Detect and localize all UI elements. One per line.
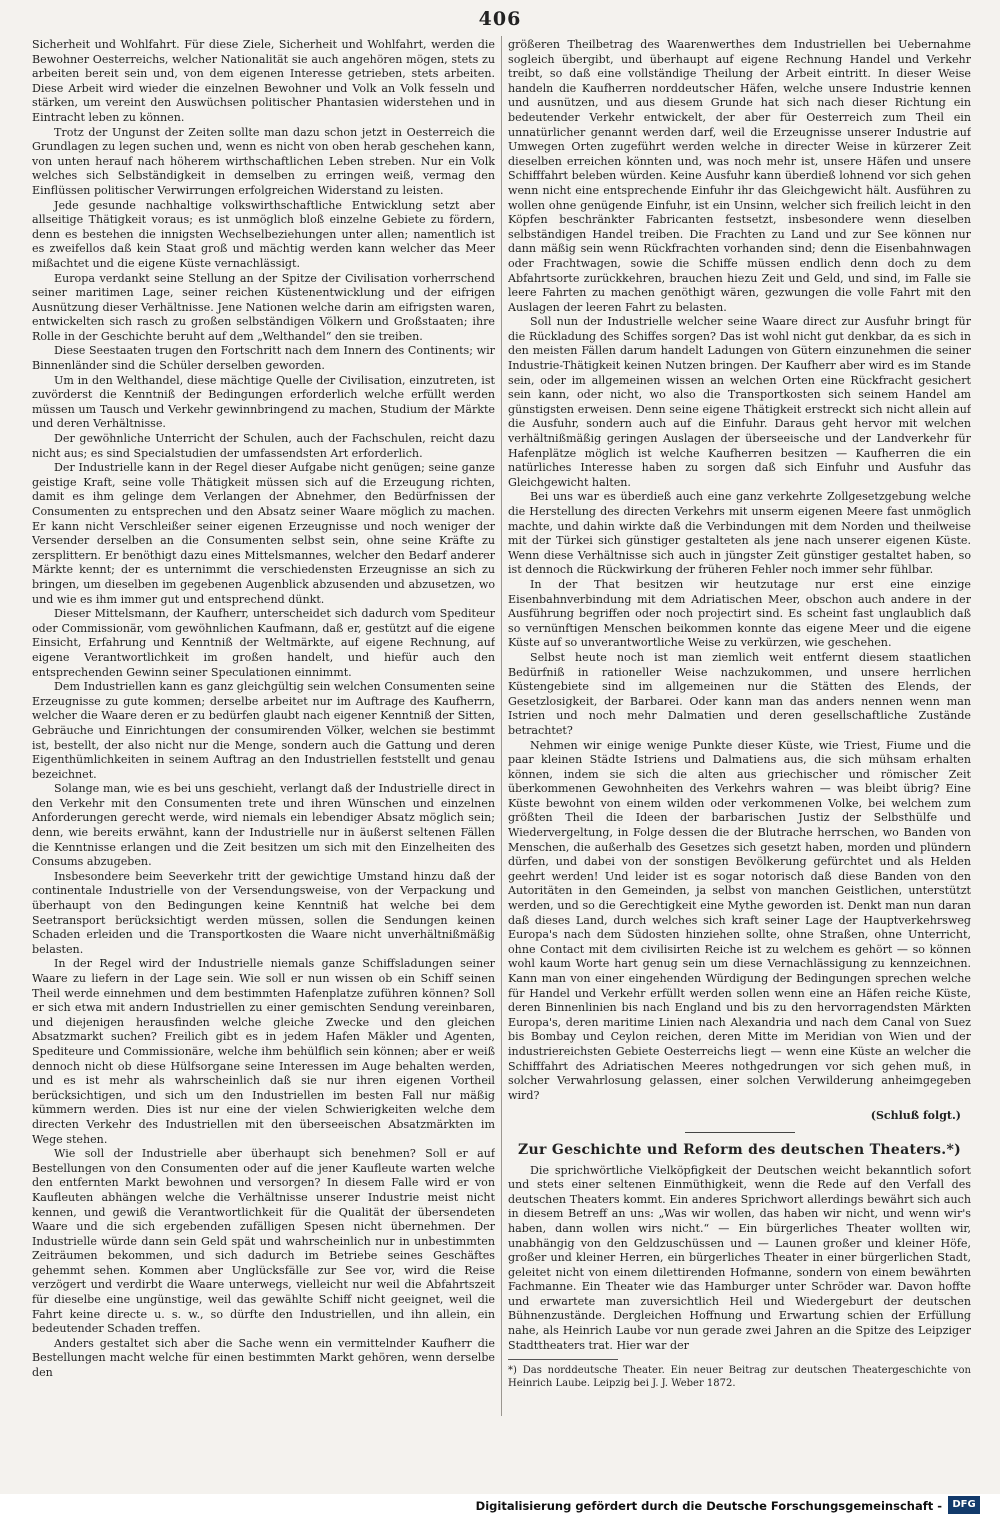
- column-divider: [501, 36, 502, 1416]
- section-divider: [685, 1132, 795, 1133]
- paragraph: Um in den Welthandel, diese mächtige Quelle der Civilisation, einzutreten, ist zuvörderst die Kenntniß der Bedingungen erforderlich welche erfüllt werden müssen um Tausch und Verkehr gewinnbringend zu machen, Studium der Märkte und deren Verhältnisse.: [32, 373, 495, 431]
- paragraph: Insbesondere beim Seeverkehr tritt der gewichtige Umstand hinzu daß der continentale Industrielle von der Versendungsweise, von der Verpackung und überhaupt von den Bedingungen keine Kenntniß hat welche bei dem Seetransport berücksichtigt werden müssen, sollen die Sendungen keinen Schaden erleiden und die Transportkosten die Waare nicht unverhältnißmäßig belasten.: [32, 869, 495, 956]
- paragraph: Solange man, wie es bei uns geschieht, verlangt daß der Industrielle direct in den Verkehr mit den Consumenten trete und ihren Wünschen und einzelnen Anforderungen gerecht werde, wird niemals ein lebendiger Absatz möglich sein; denn, wie bereits erwähnt, kann der Industrielle nur in äußerst seltenen Fällen die Kenntnisse erlangen und die Zeit besitzen um sich mit den Einzelheiten des Consums abzugeben.: [32, 782, 495, 869]
- paragraph: größeren Theilbetrag des Waarenwerthes dem Industriellen bei Uebernahme sogleich übergibt, und überhaupt auf eigene Rechnung Handel und Verkehr treibt, so daß eine vollständige Theilung der Arbeit eintritt. In dieser Weise handeln die Kaufherren norddeutscher Häfen, welche unsere Industrie kennen und ausnützen, und aus diesem Grunde hat sich nach dieser Richtung ein bedeutender Verkehr entwickelt, der aber für Oesterreich zum Theil ein unnatürlicher genannt werden darf, weil die Erzeugnisse unserer Industrie auf Umwegen Orten zugeführt werden welche in directer Weise in kürzerer Zeit dieselben erreichen könnten und, was noch mehr ist, unsere Häfen und unsere Schifffahrt beleben würden. Keine Ausfuhr kann überdieß lohnend vor sich gehen wenn nicht eine entsprechende Einfuhr ihr das Gleichgewicht hält. Ausführen zu wollen ohne genügende Einfuhr, ist ein Unsinn, welcher sich freilich leicht in den Köpfen beschränkter Fabricanten festsetzt, insbesondere wenn dieselben selbständigen Handel treiben. Die Frachten zu Land und zur See können nur dann mäßig sein wenn Rückfrachten vorhanden sind; denn die Eisenbahnwagen oder Frachtwagen, sowie die Schiffe müssen endlich denn doch zu dem Abfahrtsorte zurückkehren, brauchen hiezu Zeit und Geld, und sind, im Falle sie leere Fahrten zu machen genöthigt wären, gezwungen die volle Fahrt mit den Auslagen der leeren Fahrt zu belasten.: [508, 38, 971, 314]
- paragraph: Soll nun der Industrielle welcher seine Waare direct zur Ausfuhr bringt für die Rückladung des Schiffes sorgen? Das ist wohl nicht gut denkbar, da es sich in den meisten Fällen darum handelt Ladungen von Gütern einzunehmen die seiner Industrie-Thätigkeit keinen Nutzen bringen. Der Kaufherr aber wird es im Stande sein, oder im allgemeinen wissen an welchen Orten eine Rückfracht gesichert sein kann, oder nicht, wo also die Transportkosten sich seinem Handel am günstigsten erweisen. Denn seine eigene Thätigkeit erstreckt sich nicht allein auf die Ausfuhr, sondern auch auf die Einfuhr. Daraus geht hervor mit welchen verhältnißmäßig geringen Auslagen der überseeische und der Landverkehr für Hafenplätze möglich ist welche Kaufherren besitzen — Kaufherren die ein natürliches Interesse haben zu sorgen daß sich Einfuhr und Ausfuhr das Gleichgewicht halten.: [508, 315, 971, 489]
- article-paragraph: Die sprichwörtliche Vielköpfigkeit der Deutschen weicht bekanntlich sofort und stets einer seltenen Einmüthigkeit, wenn die Rede auf den Verfall des deutschen Theaters kommt. Ein anderes Sprichwort allerdings bewährt sich auch in diesem Betreff an uns: „Was wir wollen, das haben wir nicht, und wenn wir's haben, dann wollen wirs nicht.“ — Ein bürgerliches Theater wollten wir, unabhängig von den Geldzuschüssen und — Launen großer und kleiner Höfe, großer und kleiner Herren, ein bürgerliches Theater in einer bürgerlichen Stadt, geleitet nicht von einem dilettirenden Hofmanne, sondern von einem bewährten Fachmanne. Ein Theater wie das Hamburger unter Schröder war. Davon hoffte und erwartete man zuversichtlich Heil und Wiedergeburt der deutschen Bühnenzustände. Dergleichen Hoffnung und Erwartung schien der Erfüllung nahe, als Heinrich Laube vor nun gerade zwei Jahren an die Spitze des Leipziger Stadttheaters trat. Hier war der: [508, 1163, 971, 1352]
- paragraph: Europa verdankt seine Stellung an der Spitze der Civilisation vorherrschend seiner maritimen Lage, seiner reichen Küstenentwicklung und der eifrigen Ausnützung dieser Verhältnisse. Jene Nationen welche darin am eifrigsten waren, entwickelten sich rasch zu großen selbständigen Völkern und Großstaaten; ihre Rolle in der Geschichte beruht auf dem „Welthandel“ den sie treiben.: [32, 271, 495, 343]
- paragraph: Der gewöhnliche Unterricht der Schulen, auch der Fachschulen, reicht dazu nicht aus; es sind Specialstudien der umfassendsten Art erforderlich.: [32, 432, 495, 460]
- paragraph: Trotz der Ungunst der Zeiten sollte man dazu schon jetzt in Oesterreich die Grundlagen zu legen suchen und, wenn es nicht von oben herab geschehen kann, von unten herauf nach höherem wirthschaftlichen Leben streben. Nur ein Volk welches sich Selbständigkeit in demselben zu erringen weiß, vermag den Einflüssen politischer Verwirrungen erfolgreichen Widerstand zu leisten.: [32, 125, 495, 197]
- article-title: Zur Geschichte und Reform des deutschen Theaters.*): [517, 1141, 962, 1158]
- paragraph: In der Regel wird der Industrielle niemals ganze Schiffsladungen seiner Waare zu liefern in der Lage sein. Wie soll er nun wissen ob ein Schiff seinen Theil werde einnehmen und dem bestimmten Hafenplatze zuführen können? Soll er sich etwa mit andern Industriellen zu einer gemischten Sendung vereinbaren, und diejenigen herausfinden welche gleiche Zwecke und den gleichen Absatzmarkt suchen? Freilich gibt es in jedem Hafen Mäkler und Agenten, Spediteure und Commissionäre, welche ihm behülflich sein können; aber er weiß dennoch nicht ob diese Hülfsorgane seine Interessen im Auge behalten werden, und es ist mehr als wahrscheinlich daß sie nur ihren eigenen Vortheil berücksichtigen, und sich um den Industriellen im besten Fall nur mäßig kümmern werden. Dies ist nur eine der vielen Schwierigkeiten welche dem directen Verkehr des Industriellen mit den überseeischen Absatzmärkten im Wege stehen.: [32, 957, 495, 1146]
- paragraph: In der That besitzen wir heutzutage nur erst eine einzige Eisenbahnverbindung mit dem Adriatischen Meer, obschon auch andere in der Ausführung begriffen oder noch projectirt sind. Es scheint fast unglaublich daß so vernünftigen Menschen beikommen konnte das eigene Meer und die eigene Küste auf so unverantwortliche Weise zu verkürzen, wie geschehen.: [508, 577, 971, 650]
- paragraph: Jede gesunde nachhaltige volkswirthschaftliche Entwicklung setzt aber allseitige Thätigkeit voraus; es ist unmöglich bloß einzelne Gebiete zu fördern, denn es bestehen die innigsten Wechselbeziehungen unter allen; namentlich ist es zweifellos daß kein Staat groß und mächtig werden kann welcher das Meer mißachtet und die eigene Küste vernachlässigt.: [32, 198, 495, 270]
- continuation-note: (Schluß folgt.): [870, 1109, 961, 1123]
- right-column: [508, 38, 971, 1416]
- footnote: *) Das norddeutsche Theater. Ein neuer Beitrag zur deutschen Theatergeschichte von Heinrich Laube. Leipzig bei J. J. Weber 1872.: [508, 1365, 971, 1390]
- dfg-logo: DFG: [948, 1496, 980, 1514]
- paragraph: Der Industrielle kann in der Regel dieser Aufgabe nicht genügen; seine ganze geistige Kraft, seine volle Thätigkeit müssen sich auf die Erzeugung richten, damit es ihm gelinge dem Verlangen der Abnehmer, den Bedürfnissen der Consumenten zu entsprechen und den Absatz seiner Waare möglich zu machen. Er kann nicht Verschleißer seiner eigenen Erzeugnisse und noch weniger der Versender derselben an die Consumenten selbst sein, ohne seine Kräfte zu zersplittern. Er benöthigt dazu eines Mittelsmannes, welcher den Bedarf anderer Märkte kennt; der es unternimmt die verschiedensten Erzeugnisse an sich zu bringen, um dieselben im gegebenen Augenblick abzusenden und abzusetzen, wo und wie es ihm immer gut und entsprechend dünkt.: [32, 461, 495, 606]
- footer-credit: Digitalisierung gefördert durch die Deutsche Forschungsgemeinschaft -: [475, 1499, 942, 1513]
- footnote-divider: [508, 1359, 618, 1360]
- left-column: [32, 38, 495, 1416]
- paragraph: Dem Industriellen kann es ganz gleichgültig sein welchen Consumenten seine Erzeugnisse zu gute kommen; derselbe arbeitet nur im Auftrage des Kaufherrn, welcher die Waare deren er zu bedürfen glaubt nach eigener Kenntniß der Sitten, Gebräuche und Einrichtungen der consumirenden Völker, welchen sie bestimmt ist, bestellt, der also nicht nur die Menge, sondern auch die Gattung und deren Eigenthümlichkeiten in seinem Auftrag an den Industriellen feststellt und genau bezeichnet.: [32, 680, 495, 781]
- paragraph: Selbst heute noch ist man ziemlich weit entfernt diesem staatlichen Bedürfniß in rationeller Weise nachzukommen, und unsere herrlichen Küstengebiete sind im allgemeinen nur die Stätten des Elends, der Gesetzlosigkeit, der Barbarei. Oder kann man das anders nennen wenn man Istrien und noch mehr Dalmatien und deren gesellschaftliche Zustände betrachtet?: [508, 650, 971, 737]
- paragraph: Diese Seestaaten trugen den Fortschritt nach dem Innern des Continents; wir Binnenländer sind die Schüler derselben geworden.: [32, 344, 495, 373]
- page-number: 406: [478, 8, 522, 30]
- paragraph: Dieser Mittelsmann, der Kaufherr, unterscheidet sich dadurch vom Spediteur oder Commissionär, vom gewöhnlichen Kaufmann, daß er, gestützt auf die eigene Einsicht, Erfahrung und Kenntniß der Weltmärkte, auf eigene Rechnung, auf eigene Verantwortlichkeit im großen handelt, und hiefür auch den entsprechenden Gewinn seiner Speculationen einnimmt.: [32, 607, 495, 679]
- paragraph: Anders gestaltet sich aber die Sache wenn ein vermittelnder Kaufherr die Bestellungen macht welche für einen bestimmten Markt gehören, wenn derselbe den: [32, 1336, 495, 1380]
- paragraph: Sicherheit und Wohlfahrt. Für diese Ziele, Sicherheit und Wohlfahrt, werden die Bewohner Oesterreichs, welcher Nationalität sie auch angehören mögen, stets zu arbeiten bereit sein und, von dem eigenen Interesse getrieben, stets arbeiten. Diese Arbeit wird wieder die einzelnen Bewohner und Volk an Volk fesseln und stärken, um vereint den Auswüchsen politischer Phantasien widerstehen und in Eintracht leben zu können.: [32, 38, 495, 124]
- paragraph: Bei uns war es überdieß auch eine ganz verkehrte Zollgesetzgebung welche die Herstellung des directen Verkehrs mit unserm eigenen Meere fast unmöglich machte, und dahin wirkte daß die Verbindungen mit dem Norden und theilweise mit der Türkei sich günstiger gestalteten als jene nach unserer eigenen Küste. Wenn diese Verhältnisse sich auch in jüngster Zeit günstiger gestaltet haben, so ist dennoch die Rückwirkung der früheren Fehler noch immer sehr fühlbar.: [508, 490, 971, 577]
- paragraph: Wie soll der Industrielle aber überhaupt sich benehmen? Soll er auf Bestellungen von den Consumenten oder auf die jener Kaufleute warten welche den entfernten Markt bewohnen und versorgen? In diesem Falle wird er von Kaufleuten abhängen welche die Verhältnisse unserer Industrie meist nicht kennen, und gewiß die Verantwortlichkeit für die Qualität der übersendeten Waare und die sich ergebenden zufälligen Spesen nicht übernehmen. Der Industrielle würde dann sein Geld spät und wahrscheinlich nur in unbestimmten Zeiträumen bekommen, und sich dadurch im Betriebe seines Geschäftes gehemmt sehen. Kommen aber Unglücksfälle zur See vor, wird die Reise verzögert und verdirbt die Waare unterwegs, vielleicht nur weil die Abfahrtszeit für dieselbe eine ungünstige, weil das gewählte Schiff nicht geeignet, weil die Fahrt keine directe u. s. w., so dürfte den Industriellen, und ihn allein, ein bedeutender Schaden treffen.: [32, 1147, 495, 1336]
- paragraph: Nehmen wir einige wenige Punkte dieser Küste, wie Triest, Fiume und die paar kleinen Städte Istriens und Dalmatiens aus, die sich mühsam erhalten können, indem sie sich die alten aus griechischer und römischer Zeit überkommenen Gewohnheiten des Verkehrs wahren — was bleibt übrig? Eine Küste bewohnt von einem wilden oder verkommenen Volke, bei welchem zum größten Theil die Ideen der barbarischen Justiz der Selbsthülfe und Wiedervergeltung, in Folge dessen die der Blutrache herrschen, wo Banden von Menschen, die außerhalb des Gesetzes sich gesetzt haben, morden und plündern dürfen, und dabei von der sonstigen Bevölkerung gefürchtet und als Helden geehrt werden! Und leider ist es sogar notorisch daß diese Banden von den Autoritäten in den Gemeinden, ja selbst von manchen Geistlichen, unterstützt werden, und so die Gerechtigkeit eine Mythe geworden ist. Denkt man nun daran daß dieses Land, durch welches sich kraft seiner Lage der Hauptverkehrsweg Europa's nach dem Südosten hinziehen sollte, ohne Straßen, ohne Unterricht, ohne Contact mit dem civilisirten Reiche ist zu welchem es gehört — so können wohl kaum Worte hart genug sein um diese Vernachlässigung zu kennzeichnen. Kann man von einer eingehenden Würdigung der Bedingungen sprechen welche für Handel und Verkehr erfüllt werden sollen wenn eine an Häfen reiche Küste, deren Binnenlinien bis nach England und bis zu den hervorragendsten Märkten Europa's, deren maritime Linien nach Alexandria und nach dem Canal von Suez bis Bombay und Ceylon reichen, deren Mitte im Meridian von Wien und der industriereichsten Gebiete Oesterreichs liegt — wenn eine Küste an welcher die Schifffahrt des Adriatischen Meeres nothgedrungen vor sich gehen muß, in solcher Verwahrlosung gelassen, einer solchen Verwilderung anheimgegeben wird?: [508, 738, 971, 1102]
